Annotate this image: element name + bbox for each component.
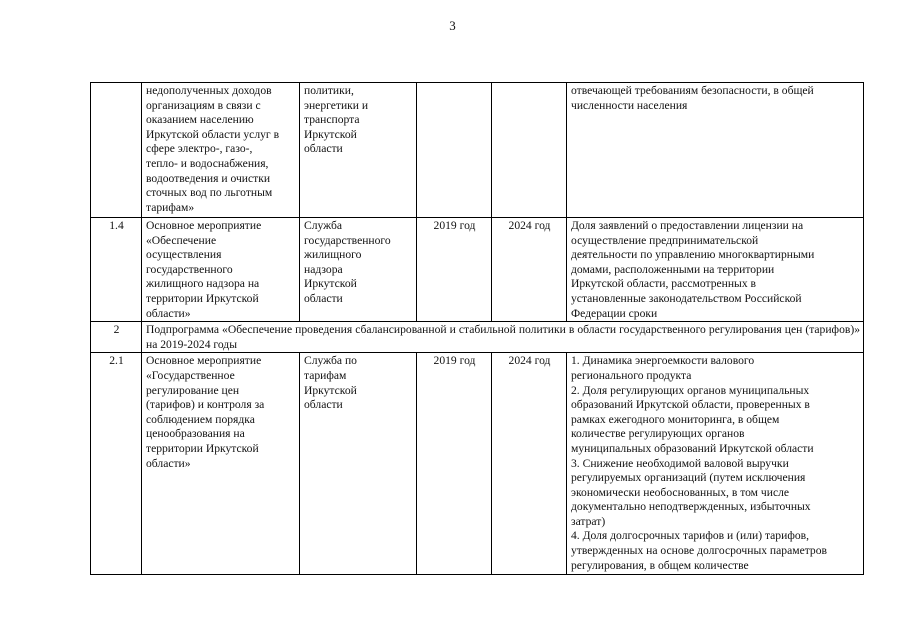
- executor-cell: [300, 83, 417, 218]
- table-row: [91, 353, 864, 575]
- text-line: надзора: [304, 262, 343, 276]
- text-line: (тарифов) и контроля за: [146, 398, 265, 412]
- subprogram-number: 2: [91, 322, 142, 353]
- indicator-cell: [567, 83, 864, 218]
- text-line: осуществления: [146, 248, 222, 262]
- text-line: Федерации сроки: [571, 306, 658, 320]
- executor-cell: [300, 218, 417, 322]
- text-line: численности населения: [571, 98, 688, 112]
- table-row: [91, 218, 864, 322]
- end-year-cell: 2024 год: [492, 218, 567, 322]
- text-line: политики,: [304, 84, 354, 97]
- text-line: регулируемых организаций (путем исключения: [571, 471, 806, 485]
- text-line: государственного: [146, 262, 233, 276]
- end-year-cell: 2024 год: [492, 353, 567, 575]
- text-line: ценообразования на: [146, 427, 245, 441]
- text-line: образований Иркутской области, проверенных в: [571, 398, 810, 412]
- text-line: государственного: [304, 233, 391, 247]
- text-line: количестве регулирующих органов: [571, 427, 745, 441]
- text-line: Иркутской: [304, 383, 357, 397]
- text-line: 1. Динамика энергоемкости валового: [571, 354, 755, 368]
- text-line: «Обеспечение: [146, 233, 217, 247]
- text-line: регионального продукта: [571, 368, 692, 382]
- text-line: сточных вод по льготным: [146, 186, 273, 200]
- text-line: деятельности по управлению многоквартирными: [571, 248, 815, 262]
- text-line: территории Иркутской: [146, 291, 259, 305]
- text-line: тарифам»: [146, 200, 195, 214]
- text-line: 2. Доля регулирующих органов муниципальных: [571, 383, 810, 397]
- text-line: тарифам: [304, 368, 347, 382]
- text-line: энергетики и: [304, 98, 369, 112]
- text-line: отвечающей требованиям безопасности, в общей: [571, 84, 814, 97]
- text-line: транспорта: [304, 113, 360, 127]
- text-line: области: [304, 142, 343, 156]
- text-line: оказанием населению: [146, 113, 254, 127]
- text-line: Иркутской области услуг в: [146, 127, 280, 141]
- text-line: недополученных доходов: [146, 84, 272, 97]
- text-line: регулирования, в общем количестве: [571, 558, 749, 572]
- text-line: затрат): [571, 514, 606, 528]
- text-line: соблюдением порядка: [146, 412, 255, 426]
- text-line: области»: [146, 306, 191, 320]
- text-line: осуществление предпринимательской: [571, 233, 759, 247]
- text-line: регулирование цен: [146, 383, 240, 397]
- text-line: области»: [146, 456, 191, 470]
- text-line: Основное мероприятие: [146, 354, 262, 368]
- text-line: экономически необоснованных, в том числе: [571, 485, 790, 499]
- text-line: 4. Доля долгосрочных тарифов и (или) тарифов,: [571, 529, 809, 543]
- text-line: территории Иркутской: [146, 441, 259, 455]
- text-line: рамках ежегодного мониторинга, в общем: [571, 412, 780, 426]
- text-line: водоотведения и очистки: [146, 171, 271, 185]
- text-line: Иркутской области, рассмотренных в: [571, 277, 757, 291]
- text-line: установленные законодательством Российской: [571, 291, 802, 305]
- measure-name-cell: [142, 83, 300, 218]
- page-number: 3: [449, 18, 456, 33]
- subprogram-row: [91, 322, 864, 353]
- text-line: документально неподтвержденных, избыточных: [571, 500, 811, 514]
- text-line: организациям в связи с: [146, 98, 261, 112]
- start-year-cell: 2019 год: [417, 218, 492, 322]
- text-line: Служба: [304, 219, 343, 232]
- text-line: области: [304, 291, 343, 305]
- text-line: «Государственное: [146, 368, 235, 382]
- indicator-cell: [567, 218, 864, 322]
- end-year-cell: [492, 83, 567, 218]
- measure-name-cell: [142, 353, 300, 575]
- table-row: [91, 83, 864, 218]
- measure-name-cell: [142, 218, 300, 322]
- executor-cell: [300, 353, 417, 575]
- text-line: Иркутской: [304, 277, 357, 291]
- subprogram-title: Подпрограмма «Обеспечение проведения сбалансированной и стабильной политики в области государственного регулирования цен (тарифов)» на 2019-2024 годы: [142, 322, 864, 353]
- text-line: области: [304, 398, 343, 412]
- program-measures-table: [90, 82, 864, 575]
- text-line: жилищного: [304, 248, 362, 262]
- text-line: муниципальных образований Иркутской области: [571, 441, 814, 455]
- text-line: домами, расположенными на территории: [571, 262, 775, 276]
- text-line: сфере электро-, газо-,: [146, 142, 253, 156]
- row-number: 2.1: [91, 353, 142, 575]
- indicator-cell: [567, 353, 864, 575]
- text-line: утвержденных на основе долгосрочных параметров: [571, 544, 827, 558]
- text-line: Основное мероприятие: [146, 219, 262, 232]
- text-line: Доля заявлений о предоставлении лицензии на: [571, 219, 804, 232]
- text-line: Иркутской: [304, 127, 357, 141]
- text-line: Служба по: [304, 354, 357, 368]
- row-number: 1.4: [91, 218, 142, 322]
- row-number: [91, 83, 142, 218]
- start-year-cell: 2019 год: [417, 353, 492, 575]
- start-year-cell: [417, 83, 492, 218]
- text-line: жилищного надзора на: [146, 277, 260, 291]
- text-line: 3. Снижение необходимой валовой выручки: [571, 456, 789, 470]
- text-line: тепло- и водоснабжения,: [146, 156, 269, 170]
